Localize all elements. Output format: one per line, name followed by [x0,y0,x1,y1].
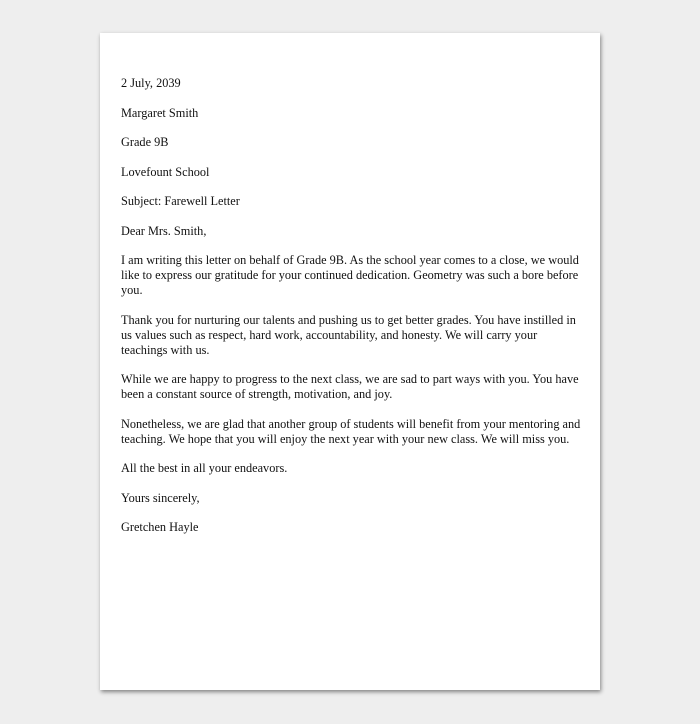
letter-body [121,76,583,550]
recipient-school: Lovefount School [121,164,210,179]
recipient-grade: Grade 9B [121,135,169,149]
body-paragraph-3: While we are happy to progress to the next class, we are sad to part ways with you. You have been a constant source of strength, motivation, and joy. [121,372,579,401]
letter-page [100,33,600,690]
body-paragraph-4: Nonetheless, we are glad that another group of students will benefit from your mentoring and teaching. We hope that you will enjoy the next year with your new class. We will miss you. [121,416,581,446]
recipient-name: Margaret Smith [121,105,199,120]
body-paragraph-1: I am writing this letter on behalf of Grade 9B. As the school year comes to a close, we would like to express our gratitude for your continued dedication. Geometry was such a bore before you. [121,253,579,297]
sign-off: Yours sincerely, [121,490,200,505]
sender-name: Gretchen Hayle [121,520,199,534]
letter-salutation: Dear Mrs. Smith, [121,223,207,238]
closing-line: All the best in all your endeavors. [121,461,288,475]
letter-subject: Subject: Farewell Letter [121,194,240,208]
body-paragraph-2: Thank you for nurturing our talents and pushing us to get better grades. You have instilled in us values such as respect, hard work, accountability, and honesty. We will carry your teachings with us. [121,312,576,357]
letter-date: 2 July, 2039 [121,76,181,90]
